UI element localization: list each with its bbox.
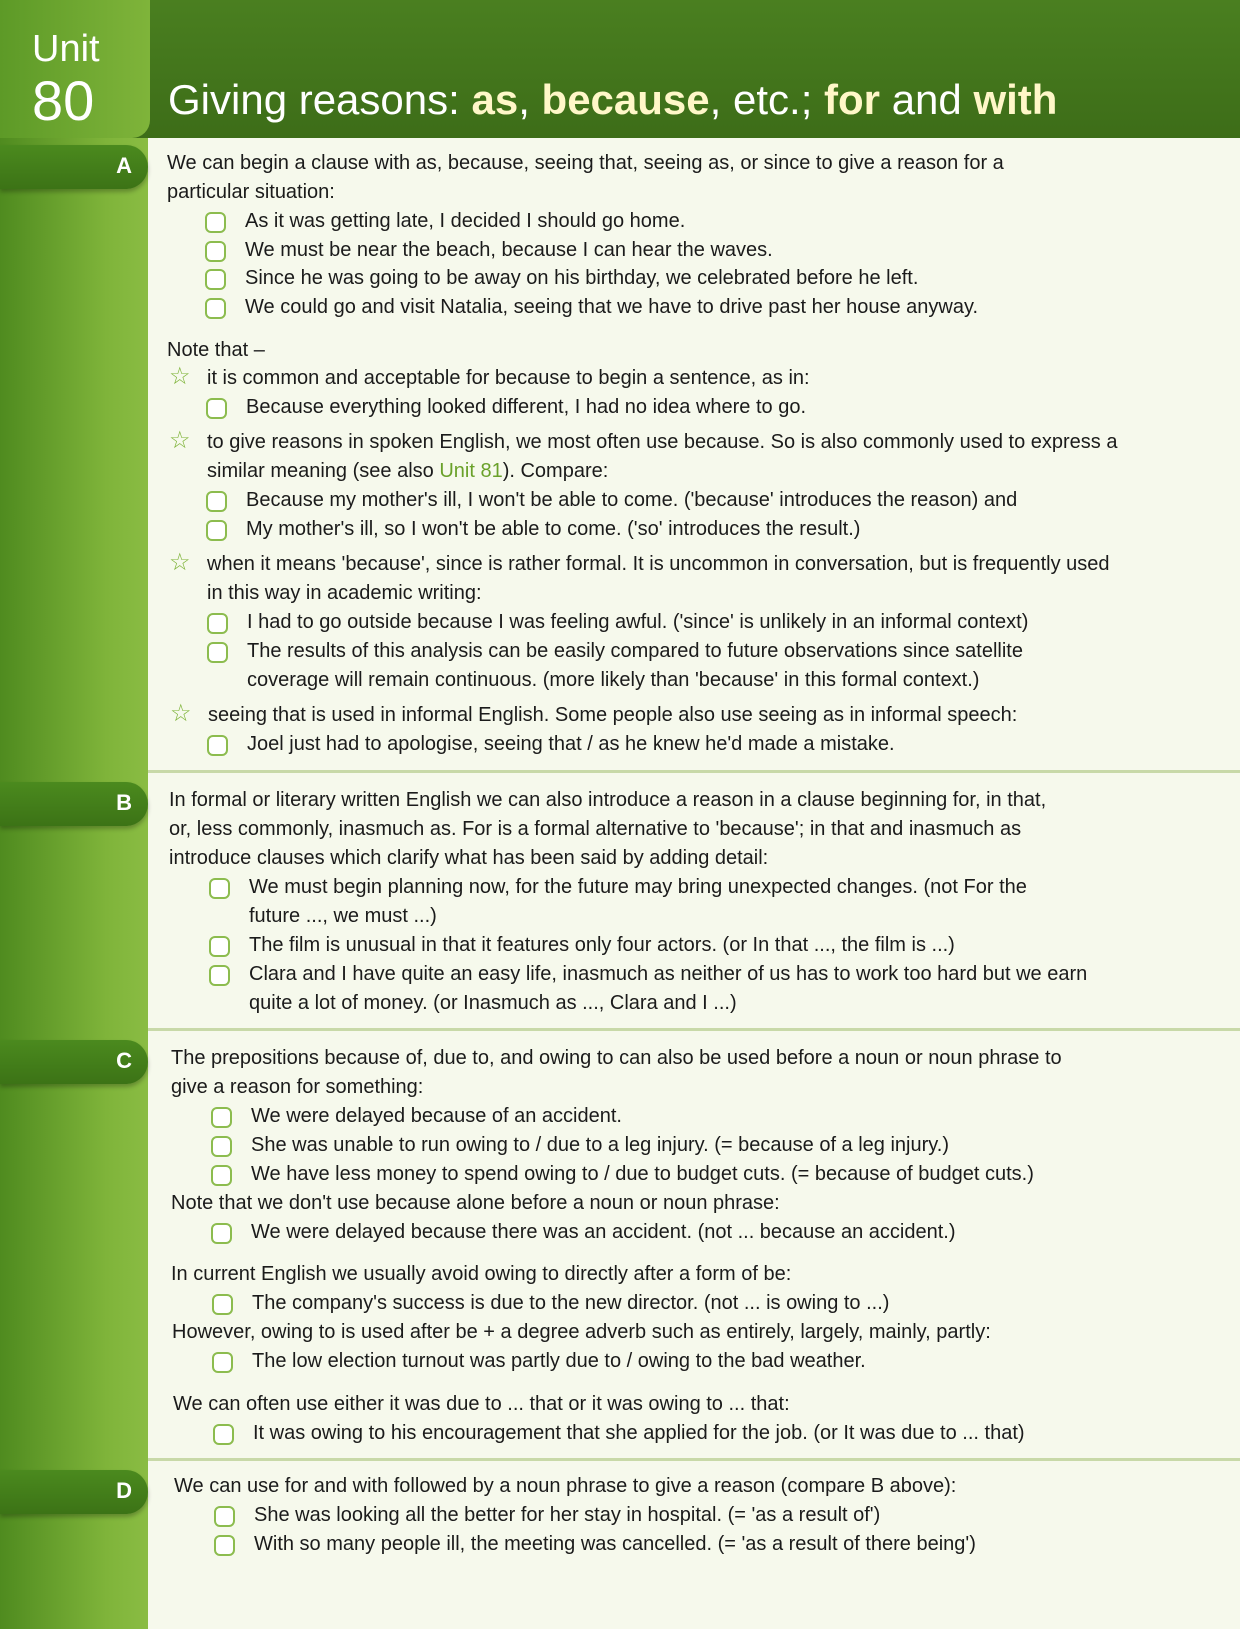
example-line: My mother's ill, so I won't be able to come. ('so' introduces the result.) (206, 515, 860, 544)
paragraph: in this way in academic writing: (207, 582, 482, 604)
section-letter: A (116, 153, 132, 178)
example-line: I had to go outside because I was feeling awful. ('since' is unlikely in an informal context) (207, 608, 1028, 637)
paragraph: Note that – (167, 339, 265, 361)
example-line: With so many people ill, the meeting was cancelled. (= 'as a result of there being') (214, 1530, 976, 1559)
example-line: Joel just had to apologise, seeing that / as he knew he'd made a mistake. (207, 730, 895, 759)
paragraph: However, owing to is used after be + a degree adverb such as entirely, largely, mainly, partly: (172, 1321, 991, 1343)
paragraph: In formal or literary written English we can also introduce a reason in a clause beginning for, in that, (169, 789, 1047, 811)
unit-label: Unit (32, 28, 100, 70)
page-title: Giving reasons: as, because, etc.; for and with (168, 76, 1058, 123)
star-point: ☆ to give reasons in spoken English, we most often use because. So is also commonly used to express a (169, 427, 1118, 454)
bullet-icon (211, 1136, 232, 1157)
section-tab-c (0, 1040, 148, 1084)
section-tab-d (0, 1470, 148, 1514)
star-icon: ☆ (169, 427, 191, 454)
paragraph: We can often use either it was due to ... that or it was owing to ... that: (173, 1393, 790, 1415)
bullet-icon (207, 735, 228, 756)
paragraph: coverage will remain continuous. (more likely than 'because' in this formal context.) (247, 669, 980, 691)
section-tab-b (0, 782, 148, 826)
paragraph: In current English we usually avoid owing to directly after a form of be: (171, 1263, 792, 1285)
example-line: We must be near the beach, because I can hear the waves. (205, 236, 773, 265)
section-letter: D (116, 1478, 132, 1503)
star-icon: ☆ (170, 700, 192, 727)
paragraph: similar meaning (see also Unit 81). Compare: (207, 460, 609, 482)
example-line: We were delayed because there was an accident. (not ... because an accident.) (211, 1218, 956, 1247)
example-line: The results of this analysis can be easily compared to future observations since satellite (207, 637, 1023, 666)
example-line: The company's success is due to the new director. (not ... is owing to ...) (212, 1289, 889, 1318)
star-point: ☆ seeing that is used in informal English. Some people also use seeing as in informal speech: (170, 700, 1018, 727)
bullet-icon (207, 642, 228, 663)
star-icon: ☆ (169, 363, 191, 390)
bullet-icon (214, 1535, 235, 1556)
bullet-icon (214, 1506, 235, 1527)
example-line: She was looking all the better for her stay in hospital. (= 'as a result of') (214, 1501, 880, 1530)
bullet-icon (205, 269, 226, 290)
bullet-icon (209, 936, 230, 957)
bullet-icon (211, 1107, 232, 1128)
bullet-icon (209, 878, 230, 899)
paragraph: or, less commonly, inasmuch as. For is a formal alternative to 'because'; in that and inasmuch as (169, 818, 1022, 840)
bullet-icon (212, 1352, 233, 1373)
paragraph: particular situation: (167, 181, 335, 203)
example-line: We must begin planning now, for the future may bring unexpected changes. (not For the (209, 873, 1027, 902)
example-line: She was unable to run owing to / due to a leg injury. (= because of a leg injury.) (211, 1131, 949, 1160)
paragraph: The prepositions because of, due to, and owing to can also be used before a noun or noun phrase to (171, 1047, 1062, 1069)
star-point: ☆ when it means 'because', since is rather formal. It is uncommon in conversation, but is frequently used (169, 549, 1110, 576)
paragraph: quite a lot of money. (or Inasmuch as ..., Clara and I ...) (249, 992, 737, 1014)
star-point: ☆ it is common and acceptable for because to begin a sentence, as in: (169, 363, 810, 390)
bullet-icon (206, 491, 227, 512)
paragraph: introduce clauses which clarify what has been said by adding detail: (169, 847, 769, 869)
example-line: We could go and visit Natalia, seeing that we have to drive past her house anyway. (205, 293, 978, 322)
star-icon: ☆ (169, 549, 191, 576)
bullet-icon (211, 1223, 232, 1244)
section-tab-a (0, 145, 148, 189)
section-letter: C (116, 1048, 132, 1073)
paragraph: We can use for and with followed by a noun phrase to give a reason (compare B above): (174, 1475, 957, 1497)
bullet-icon (205, 241, 226, 262)
paragraph: future ..., we must ...) (249, 905, 437, 927)
unit-number: 80 (32, 69, 95, 132)
example-line: It was owing to his encouragement that she applied for the job. (or It was due to ... that) (213, 1419, 1025, 1448)
bullet-icon (209, 965, 230, 986)
bullet-icon (206, 398, 227, 419)
paragraph: give a reason for something: (171, 1076, 424, 1098)
example-line: We have less money to spend owing to / due to budget cuts. (= because of budget cuts.) (211, 1160, 1034, 1189)
bullet-icon (205, 212, 226, 233)
unit-81-link[interactable]: Unit 81 (439, 460, 503, 482)
example-line: Because everything looked different, I had no idea where to go. (206, 393, 806, 422)
example-line: As it was getting late, I decided I should go home. (205, 207, 685, 236)
example-line: We were delayed because of an accident. (211, 1102, 622, 1131)
paragraph: We can begin a clause with as, because, seeing that, seeing as, or since to give a reason for a (167, 152, 1004, 174)
bullet-icon (206, 520, 227, 541)
paragraph: Note that we don't use because alone before a noun or noun phrase: (171, 1192, 780, 1214)
example-line: Because my mother's ill, I won't be able to come. ('because' introduces the reason) and (206, 486, 1017, 515)
example-line: Clara and I have quite an easy life, inasmuch as neither of us has to work too hard but we earn (209, 960, 1087, 989)
example-line: The film is unusual in that it features only four actors. (or In that ..., the film is ...) (209, 931, 955, 960)
bullet-icon (205, 298, 226, 319)
section-letter: B (116, 790, 132, 815)
bullet-icon (213, 1424, 234, 1445)
bullet-icon (212, 1294, 233, 1315)
bullet-icon (211, 1165, 232, 1186)
unit-header (0, 0, 1240, 138)
example-line: Since he was going to be away on his birthday, we celebrated before he left. (205, 264, 918, 293)
bullet-icon (207, 613, 228, 634)
example-line: The low election turnout was partly due to / owing to the bad weather. (212, 1347, 866, 1376)
